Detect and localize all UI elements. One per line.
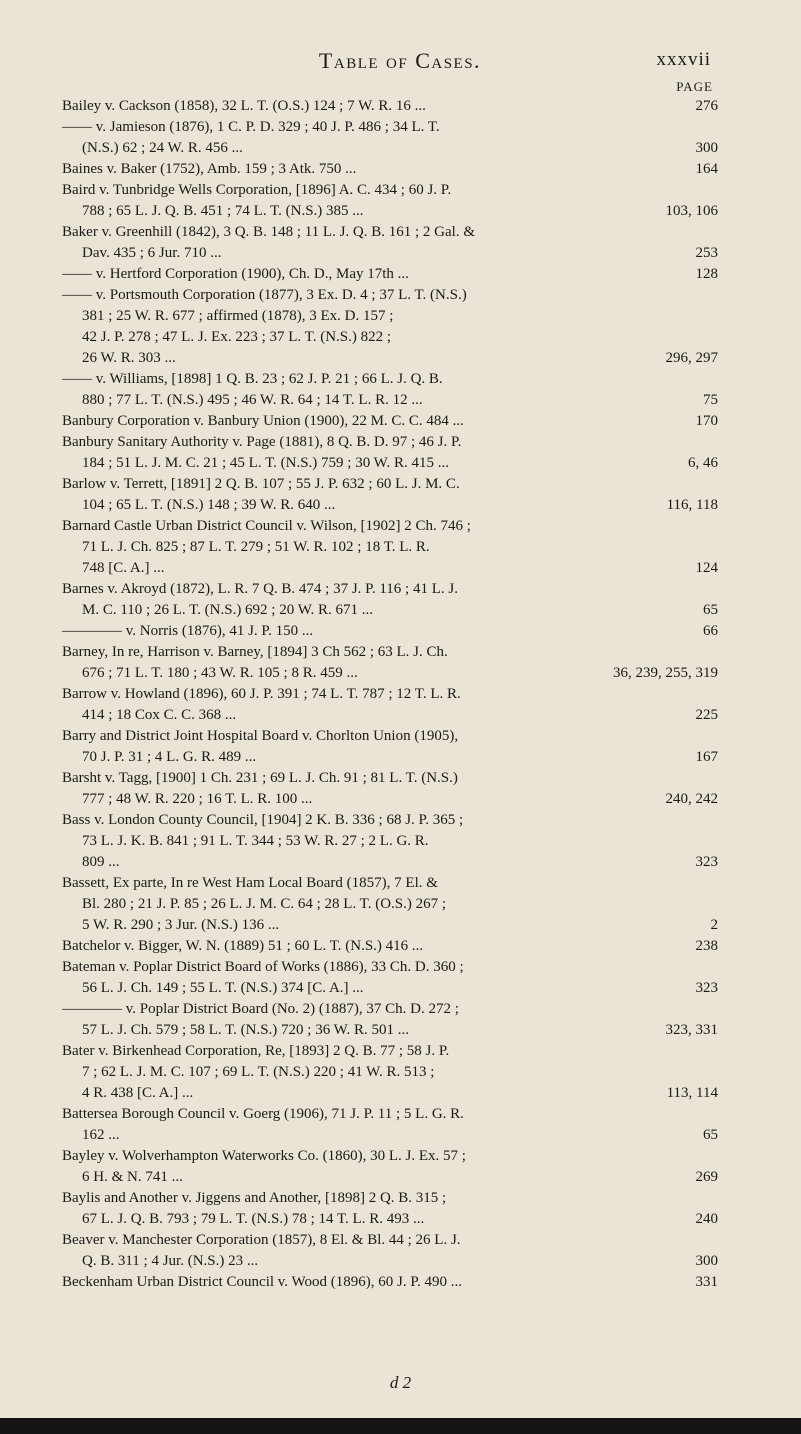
page-reference: 36, 239, 255, 319: [613, 665, 718, 681]
leader-spacer: [368, 214, 662, 215]
page-reference: 240, 242: [665, 791, 718, 807]
case-entry-line: [62, 117, 718, 138]
page-reference: 128: [695, 266, 718, 282]
page-column-label: PAGE: [676, 79, 713, 94]
case-entry: [62, 936, 718, 957]
case-citation-text: 104 ; 65 L. T. (N.S.) 148 ; 39 W. R. 640 ...: [82, 497, 336, 513]
case-citation-text: Bailey v. Cackson (1858), 32 L. T. (O.S.) 124 ; 7 W. R. 16 ...: [62, 98, 426, 114]
case-citation-text: Barsht v. Tagg, [1900] 1 Ch. 231 ; 69 L. J. Ch. 91 ; 81 L. T. (N.S.): [62, 770, 458, 786]
case-citation-text: 809 ...: [82, 854, 120, 870]
case-entry-line: [62, 537, 718, 558]
case-entry-line: [62, 1125, 718, 1146]
case-entry-line: [62, 873, 718, 894]
leader-spacer: [180, 361, 662, 362]
case-entry-line: [62, 264, 718, 285]
case-entry: [62, 285, 718, 369]
leader-spacer: [240, 718, 691, 719]
case-entry: [62, 180, 718, 222]
case-citation-text: Bateman v. Poplar District Board of Works (1886), 33 Ch. D. 360 ;: [62, 959, 464, 975]
case-entry: [62, 1041, 718, 1104]
page-reference: 300: [695, 1253, 718, 1269]
case-citation-text: 414 ; 18 Cox C. C. 368 ...: [82, 707, 237, 723]
case-entry-line: [62, 852, 718, 873]
case-entry-line: [62, 390, 718, 411]
leader-spacer: [260, 760, 691, 761]
leader-spacer: [197, 1096, 662, 1097]
case-citation-text: Bayley v. Wolverhampton Waterworks Co. (1860), 30 L. J. Ex. 57 ;: [62, 1148, 466, 1164]
page-reference: 103, 106: [665, 203, 718, 219]
case-entry-line: [62, 957, 718, 978]
leader-spacer: [360, 172, 691, 173]
case-entry-line: [62, 705, 718, 726]
leader-spacer: [413, 1033, 662, 1034]
case-entry-line: [62, 222, 718, 243]
leader-spacer: [427, 403, 699, 404]
leader-spacer: [316, 802, 661, 803]
page-reference: 276: [695, 98, 718, 114]
case-citation-text: Bass v. London County Council, [1904] 2 K. B. 336 ; 68 J. P. 365 ;: [62, 812, 464, 828]
case-citation-text: 42 J. P. 278 ; 47 L. J. Ex. 223 ; 37 L. T. (N.S.) 822 ;: [82, 329, 392, 345]
case-entry: [62, 873, 718, 936]
leader-spacer: [468, 424, 692, 425]
case-citation-text: Barry and District Joint Hospital Board v. Chorlton Union (1905),: [62, 728, 459, 744]
case-entry-line: [62, 1062, 718, 1083]
case-entry: [62, 957, 718, 999]
case-entry: [62, 117, 718, 159]
case-citation-text: —— v. Portsmouth Corporation (1877), 3 Ex. D. 4 ; 37 L. T. (N.S.): [62, 287, 467, 303]
case-entry-line: [62, 411, 718, 432]
leader-spacer: [430, 109, 692, 110]
case-citation-text: —— v. Jamieson (1876), 1 C. P. D. 329 ; 40 J. P. 486 ; 34 L. T.: [62, 119, 440, 135]
page-reference: 225: [695, 707, 718, 723]
case-entry-line: [62, 243, 718, 264]
case-citation-text: 57 L. J. Ch. 579 ; 58 L. T. (N.S.) 720 ; 36 W. R. 501 ...: [82, 1022, 409, 1038]
case-entry: [62, 369, 718, 411]
case-entry-line: [62, 201, 718, 222]
case-citation-text: 4 R. 438 [C. A.] ...: [82, 1085, 194, 1101]
case-entry-line: [62, 747, 718, 768]
case-entry-line: [62, 474, 718, 495]
page-reference: 66: [703, 623, 718, 639]
page-reference: 167: [695, 749, 718, 765]
case-entry: [62, 1272, 718, 1293]
leader-spacer: [362, 676, 609, 677]
case-citation-text: 5 W. R. 290 ; 3 Jur. (N.S.) 136 ...: [82, 917, 280, 933]
page-reference: 164: [695, 161, 718, 177]
leader-spacer: [413, 277, 692, 278]
case-citation-text: 162 ...: [82, 1127, 120, 1143]
page-reference: 323: [695, 980, 718, 996]
case-citation-text: 788 ; 65 L. J. Q. B. 451 ; 74 L. T. (N.S.) 385 ...: [82, 203, 364, 219]
case-citation-text: 26 W. R. 303 ...: [82, 350, 176, 366]
case-entry-line: [62, 285, 718, 306]
case-entry: [62, 432, 718, 474]
leader-spacer: [428, 1222, 691, 1223]
case-citation-text: Batchelor v. Bigger, W. N. (1889) 51 ; 60 L. T. (N.S.) 416 ...: [62, 938, 424, 954]
case-citation-text: Bater v. Birkenhead Corporation, Re, [1893] 2 Q. B. 77 ; 58 J. P.: [62, 1043, 450, 1059]
leader-spacer: [225, 256, 691, 257]
case-citation-text: 676 ; 71 L. T. 180 ; 43 W. R. 105 ; 8 R. 459 ...: [82, 665, 358, 681]
case-entry-line: [62, 1146, 718, 1167]
leader-spacer: [283, 928, 706, 929]
case-entry-line: [62, 306, 718, 327]
case-entry-line: [62, 1020, 718, 1041]
case-entry-line: [62, 558, 718, 579]
case-citation-text: 67 L. J. Q. B. 793 ; 79 L. T. (N.S.) 78 ; 14 T. L. R. 493 ...: [82, 1211, 425, 1227]
case-entry: [62, 1146, 718, 1188]
case-entry: [62, 264, 718, 285]
case-citation-text: 184 ; 51 L. J. M. C. 21 ; 45 L. T. (N.S.) 759 ; 30 W. R. 415 ...: [82, 455, 449, 471]
case-citation-text: Baines v. Baker (1752), Amb. 159 ; 3 Atk. 750 ...: [62, 161, 357, 177]
case-citation-text: 381 ; 25 W. R. 677 ; affirmed (1878), 3 Ex. D. 157 ;: [82, 308, 394, 324]
leader-spacer: [453, 466, 684, 467]
leader-spacer: [262, 1264, 691, 1265]
case-entry-line: [62, 999, 718, 1020]
case-entry: [62, 999, 718, 1041]
case-citation-text: —— v. Hertford Corporation (1900), Ch. D., May 17th ...: [62, 266, 409, 282]
case-entry: [62, 516, 718, 579]
case-entry: [62, 768, 718, 810]
page-reference: 6, 46: [688, 455, 718, 471]
leader-spacer: [124, 865, 692, 866]
case-entry-line: [62, 369, 718, 390]
case-entry-line: [62, 96, 718, 117]
case-entry-line: [62, 600, 718, 621]
case-entry: [62, 159, 718, 180]
case-entry-line: [62, 138, 718, 159]
case-entry: [62, 621, 718, 642]
scan-edge-bar: [0, 1418, 801, 1434]
case-citation-text: Banbury Corporation v. Banbury Union (1900), 22 M. C. C. 484 ...: [62, 413, 464, 429]
case-citation-text: Beaver v. Manchester Corporation (1857), 8 El. & Bl. 44 ; 26 L. J.: [62, 1232, 461, 1248]
page-reference: 2: [710, 917, 718, 933]
case-citation-text: Baker v. Greenhill (1842), 3 Q. B. 148 ; 11 L. J. Q. B. 161 ; 2 Gal. &: [62, 224, 476, 240]
case-entry-line: [62, 936, 718, 957]
case-citation-text: 71 L. J. Ch. 825 ; 87 L. T. 279 ; 51 W. R. 102 ; 18 T. L. R.: [82, 539, 430, 555]
case-citation-text: —— v. Williams, [1898] 1 Q. B. 23 ; 62 J. P. 21 ; 66 L. J. Q. B.: [62, 371, 443, 387]
case-entry-line: [62, 768, 718, 789]
page-reference: 296, 297: [665, 350, 718, 366]
leader-spacer: [317, 634, 699, 635]
page-reference: 323, 331: [665, 1022, 718, 1038]
case-entry-line: [62, 831, 718, 852]
leader-spacer: [124, 1138, 700, 1139]
leader-spacer: [247, 151, 692, 152]
leader-spacer: [187, 1180, 692, 1181]
case-entry-line: [62, 1209, 718, 1230]
case-entry: [62, 810, 718, 873]
page-reference: 269: [695, 1169, 718, 1185]
case-citation-text: Banbury Sanitary Authority v. Page (1881), 8 Q. B. D. 97 ; 46 J. P.: [62, 434, 462, 450]
case-entry-line: [62, 684, 718, 705]
case-citation-text: Q. B. 311 ; 4 Jur. (N.S.) 23 ...: [82, 1253, 259, 1269]
page-reference: 170: [695, 413, 718, 429]
case-citation-text: Battersea Borough Council v. Goerg (1906), 71 J. P. 11 ; 5 L. G. R.: [62, 1106, 464, 1122]
case-entry-line: [62, 978, 718, 999]
case-citation-text: Dav. 435 ; 6 Jur. 710 ...: [82, 245, 222, 261]
case-citation-text: Barnes v. Akroyd (1872), L. R. 7 Q. B. 474 ; 37 J. P. 116 ; 41 L. J.: [62, 581, 458, 597]
case-table: [62, 96, 718, 1293]
case-citation-text: 777 ; 48 W. R. 220 ; 16 T. L. R. 100 ...: [82, 791, 313, 807]
case-entry-line: [62, 1230, 718, 1251]
case-entry: [62, 642, 718, 684]
signature-mark: d 2: [389, 1373, 412, 1392]
case-citation-text: 7 ; 62 L. J. M. C. 107 ; 69 L. T. (N.S.) 220 ; 41 W. R. 513 ;: [82, 1064, 435, 1080]
case-citation-text: Barlow v. Terrett, [1891] 2 Q. B. 107 ; 55 J. P. 632 ; 60 L. J. M. C.: [62, 476, 460, 492]
case-entry: [62, 684, 718, 726]
case-citation-text: 6 H. & N. 741 ...: [82, 1169, 183, 1185]
case-entry: [62, 1104, 718, 1146]
case-entry-line: [62, 516, 718, 537]
page-reference: 323: [695, 854, 718, 870]
page-reference: 300: [695, 140, 718, 156]
case-entry-line: [62, 327, 718, 348]
case-citation-text: Barney, In re, Harrison v. Barney, [1894] 3 Ch 562 ; 63 L. J. Ch.: [62, 644, 448, 660]
leader-spacer: [339, 508, 662, 509]
page-reference: 240: [695, 1211, 718, 1227]
case-citation-text: 73 L. J. K. B. 841 ; 91 L. T. 344 ; 53 W. R. 27 ; 2 L. G. R.: [82, 833, 429, 849]
page-reference: 75: [703, 392, 718, 408]
case-citation-text: Barnard Castle Urban District Council v. Wilson, [1902] 2 Ch. 746 ;: [62, 518, 471, 534]
case-entry-line: [62, 894, 718, 915]
case-citation-text: 748 [C. A.] ...: [82, 560, 165, 576]
case-entry-line: [62, 726, 718, 747]
case-entry: [62, 222, 718, 264]
case-citation-text: Baylis and Another v. Jiggens and Another, [1898] 2 Q. B. 315 ;: [62, 1190, 447, 1206]
case-entry-line: [62, 579, 718, 600]
case-entry-line: [62, 1167, 718, 1188]
case-citation-text: Bassett, Ex parte, In re West Ham Local Board (1857), 7 El. &: [62, 875, 438, 891]
case-entry: [62, 1188, 718, 1230]
case-citation-text: 70 J. P. 31 ; 4 L. G. R. 489 ...: [82, 749, 257, 765]
case-entry-line: [62, 621, 718, 642]
page-reference: 124: [695, 560, 718, 576]
page-reference: 238: [695, 938, 718, 954]
case-citation-text: Baird v. Tunbridge Wells Corporation, [1896] A. C. 434 ; 60 J. P.: [62, 182, 452, 198]
case-entry-line: [62, 1272, 718, 1293]
case-entry-line: [62, 642, 718, 663]
case-citation-text: Beckenham Urban District Council v. Wood (1896), 60 J. P. 490 ...: [62, 1274, 462, 1290]
case-entry-line: [62, 180, 718, 201]
case-entry-line: [62, 789, 718, 810]
case-entry-line: [62, 1188, 718, 1209]
case-entry-line: [62, 1251, 718, 1272]
case-entry-line: [62, 1041, 718, 1062]
case-citation-text: 880 ; 77 L. T. (N.S.) 495 ; 46 W. R. 64 ; 14 T. L. R. 12 ...: [82, 392, 423, 408]
case-entry-line: [62, 915, 718, 936]
case-entry: [62, 96, 718, 117]
case-entry: [62, 726, 718, 768]
case-entry: [62, 411, 718, 432]
case-entry-line: [62, 1104, 718, 1125]
page-reference: 113, 114: [666, 1085, 718, 1101]
case-entry-line: [62, 663, 718, 684]
case-entry-line: [62, 810, 718, 831]
leader-spacer: [377, 613, 699, 614]
case-entry-line: [62, 1083, 718, 1104]
leader-spacer: [466, 1285, 692, 1286]
case-entry-line: [62, 432, 718, 453]
case-entry-line: [62, 159, 718, 180]
case-citation-text: ———— v. Poplar District Board (No. 2) (1887), 37 Ch. D. 272 ;: [62, 1001, 459, 1017]
page-reference: 116, 118: [666, 497, 718, 513]
case-entry-line: [62, 495, 718, 516]
case-citation-text: Bl. 280 ; 21 J. P. 85 ; 26 L. J. M. C. 64 ; 28 L. T. (O.S.) 267 ;: [82, 896, 447, 912]
case-entry: [62, 1230, 718, 1272]
case-citation-text: (N.S.) 62 ; 24 W. R. 456 ...: [82, 140, 243, 156]
leader-spacer: [169, 571, 692, 572]
leader-spacer: [427, 949, 691, 950]
running-header-page-number: xxxvii: [656, 49, 711, 70]
case-citation-text: Barrow v. Howland (1896), 60 J. P. 391 ; 74 L. T. 787 ; 12 T. L. R.: [62, 686, 461, 702]
case-entry: [62, 579, 718, 621]
leader-spacer: [368, 991, 692, 992]
case-citation-text: 56 L. J. Ch. 149 ; 55 L. T. (N.S.) 374 [C. A.] ...: [82, 980, 364, 996]
case-entry: [62, 474, 718, 516]
case-entry-line: [62, 453, 718, 474]
page-reference: 65: [703, 602, 718, 618]
page-reference: 253: [695, 245, 718, 261]
running-header-title: Table of Cases.: [318, 48, 482, 73]
page-reference: 331: [695, 1274, 718, 1290]
page-reference: 65: [703, 1127, 718, 1143]
case-entry-line: [62, 348, 718, 369]
case-citation-text: M. C. 110 ; 26 L. T. (N.S.) 692 ; 20 W. R. 671 ...: [82, 602, 373, 618]
case-citation-text: ———— v. Norris (1876), 41 J. P. 150 ...: [62, 623, 314, 639]
